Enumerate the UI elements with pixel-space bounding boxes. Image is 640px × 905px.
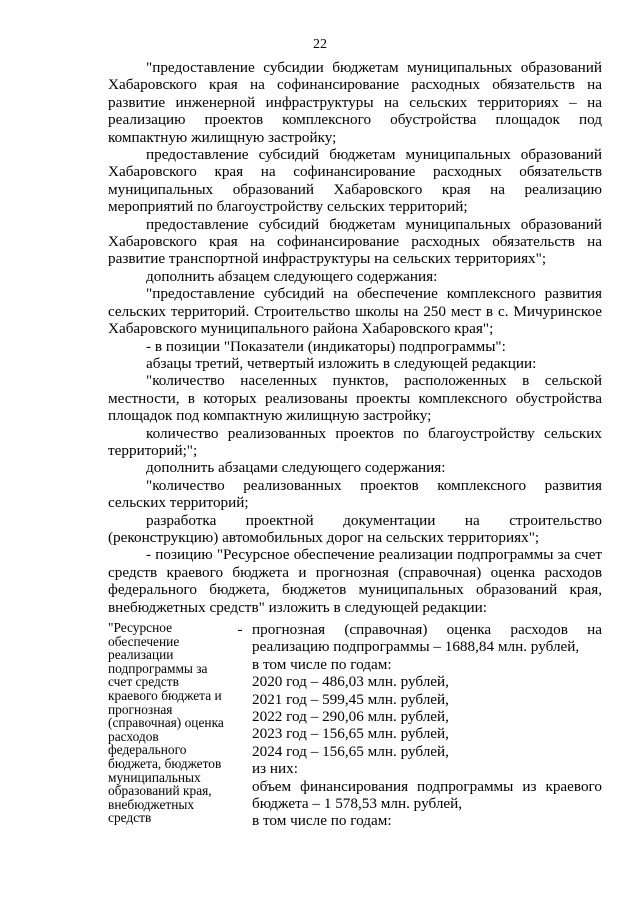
- regional-budget-text: объем финансирования подпрограммы из краевого бюджета – 1 578,53 млн. рублей,: [252, 777, 602, 813]
- paragraph: предоставление субсидий бюджетам муниципальных образований Хабаровского края на софинансирование расходных обязательств муниципальных образований Хабаровского края на реализацию мероприятий по благоустройству сельских территорий;: [108, 146, 602, 216]
- paragraph: предоставление субсидий бюджетам муниципальных образований Хабаровского края на софинансирование расходных обязательств на развитие транспортной инфраструктуры на сельских территориях";: [108, 215, 602, 268]
- paragraph: - позицию "Ресурсное обеспечение реализации подпрограммы за счет средств краевого бюджета и прогнозная (справочная) оценка расходов федерального бюджета, бюджетов муниципальных образований края, внебюджетных средств" изложить в следующей редакции:: [108, 546, 602, 616]
- paragraph: разработка проектной документации на строительство (реконструкцию) автомобильных дорог на сельских территориях";: [108, 511, 602, 546]
- paragraph: "предоставление субсидии бюджетам муниципальных образований Хабаровского края на софинансирование расходных обязательств на развитие инженерной инфраструктуры на сельских территориях – на реализацию проектов комплексного обустройства площадок под компактную жилищную застройку;: [108, 59, 602, 146]
- year-row: 2020 год – 486,03 млн. рублей,: [252, 673, 449, 691]
- including-years-label: в том числе по годам:: [252, 812, 392, 830]
- paragraph: - в позиции "Показатели (индикаторы) подпрограммы":: [146, 337, 506, 355]
- body-text: [108, 59, 602, 616]
- year-row: 2023 год – 156,65 млн. рублей,: [252, 725, 449, 743]
- resource-table: [108, 621, 602, 830]
- forecast-text: прогнозная (справочная) оценка расходов на реализацию подпрограммы – 1688,84 млн. рублей,: [252, 621, 602, 656]
- year-row: 2024 год – 156,65 млн. рублей,: [252, 742, 449, 760]
- paragraph: абзацы третий, четвертый изложить в следующей редакции:: [146, 354, 537, 372]
- table-left-cell: "Ресурсное обеспечение реализации подпрограммы за счет средств краевого бюджета и прогнозная (справочная) оценка расходов федерального бюджета, бюджетов муниципальных образований края, внебюджетных средств: [108, 620, 224, 826]
- table-dash: -: [237, 621, 243, 638]
- paragraph: "количество реализованных проектов комплексного развития сельских территорий;: [108, 476, 602, 512]
- year-row: 2021 год – 599,45 млн. рублей,: [252, 690, 449, 708]
- table-right-cell: [252, 621, 602, 830]
- paragraph: "количество населенных пунктов, расположенных в сельской местности, в которых реализованы проекты комплексного обустройства площадок под компактную жилищную застройку;: [108, 372, 602, 425]
- paragraph: дополнить абзацами следующего содержания:: [146, 459, 446, 477]
- including-years-label: в том числе по годам:: [252, 655, 392, 673]
- paragraph: количество реализованных проектов по благоустройству сельских территорий;";: [108, 424, 602, 459]
- paragraph: дополнить абзацем следующего содержания:: [146, 267, 438, 285]
- year-row: 2022 год – 290,06 млн. рублей,: [252, 708, 449, 726]
- paragraph: "предоставление субсидий на обеспечение комплексного развития сельских территорий. Строительство школы на 250 мест в с. Мичуринское Хабаровского муниципального района Хабаровского края";: [108, 285, 602, 338]
- page-number: 22: [313, 37, 327, 52]
- of-them-label: из них:: [252, 760, 298, 778]
